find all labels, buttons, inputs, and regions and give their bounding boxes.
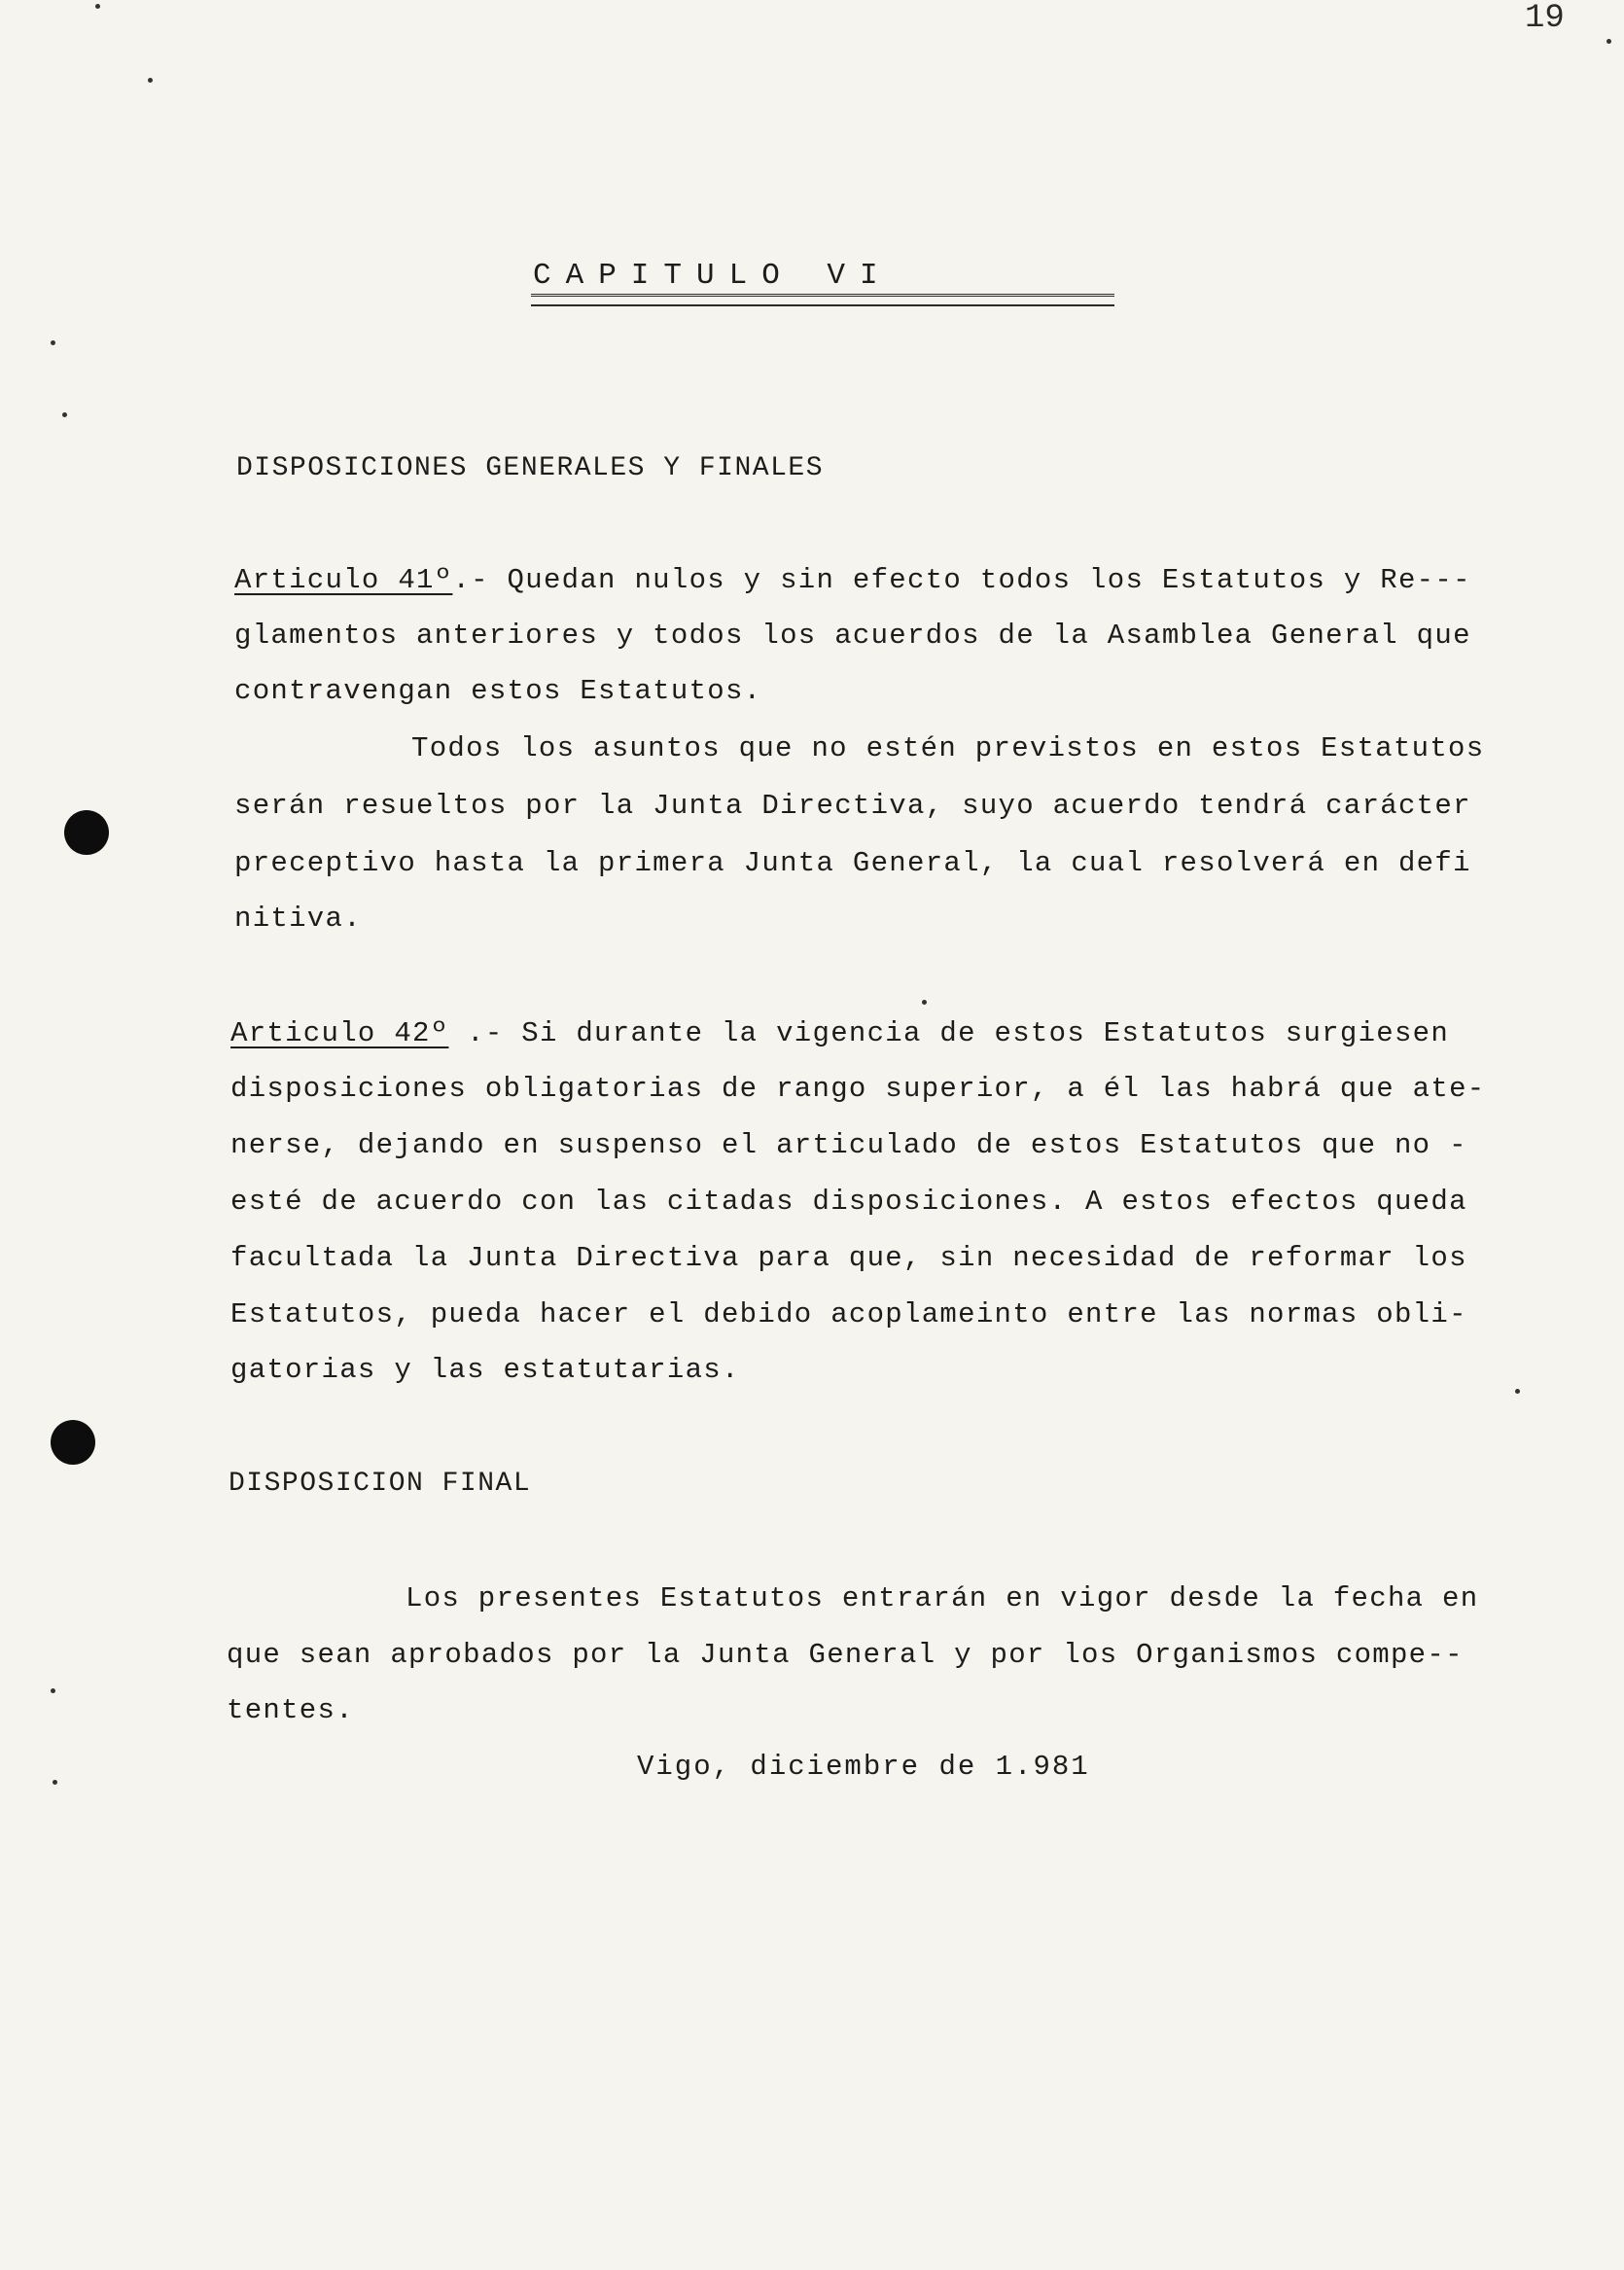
article-42-line: gatorias y las estatutarias. — [230, 1354, 740, 1386]
punch-hole — [51, 1420, 95, 1465]
date-line: Vigo, diciembre de 1.981 — [637, 1751, 1090, 1783]
article-41-label: Articulo 41º — [234, 564, 453, 596]
article-42-line: disposiciones obligatorias de rango superior, a él las habrá que ate- — [230, 1073, 1486, 1105]
article-42-line: .- Si durante la vigencia de estos Estatutos surgiesen — [448, 1017, 1450, 1049]
page-number: 19 — [1525, 0, 1565, 37]
final-disposition-heading: DISPOSICION FINAL — [229, 1469, 532, 1499]
chapter-title-underline — [531, 294, 1114, 306]
article-41-line: .- Quedan nulos y sin efecto todos los Estatutos y Re--- — [452, 564, 1471, 596]
scan-speck — [148, 78, 153, 83]
scan-speck — [62, 412, 67, 417]
scan-speck — [51, 340, 55, 345]
article-42-line: Estatutos, pueda hacer el debido acoplameinto entre las normas obli- — [230, 1298, 1467, 1330]
punch-hole — [64, 810, 109, 855]
scan-speck — [922, 1000, 927, 1005]
article-42-first-line — [230, 1017, 1449, 1049]
scan-speck — [95, 4, 100, 9]
article-42-line: facultada la Junta Directiva para que, sin necesidad de reformar los — [230, 1242, 1467, 1274]
article-41-line: serán resueltos por la Junta Directiva, suyo acuerdo tendrá carácter — [234, 790, 1471, 822]
article-41-line: preceptivo hasta la primera Junta General, la cual resolverá en defi — [234, 847, 1471, 879]
section-heading: DISPOSICIONES GENERALES Y FINALES — [236, 453, 824, 483]
article-41-line: Todos los asuntos que no estén previstos en estos Estatutos — [411, 732, 1485, 764]
scan-speck — [51, 1688, 55, 1693]
scan-speck — [1606, 39, 1611, 44]
article-42-label: Articulo 42º — [230, 1017, 449, 1049]
final-disposition-line: Los presentes Estatutos entrarán en vigor desde la fecha en — [406, 1582, 1479, 1614]
article-41-line: contravengan estos Estatutos. — [234, 675, 762, 707]
article-42-line: nerse, dejando en suspenso el articulado de estos Estatutos que no - — [230, 1129, 1467, 1161]
final-disposition-line: tentes. — [227, 1694, 354, 1726]
article-41-line: glamentos anteriores y todos los acuerdos de la Asamblea General que — [234, 620, 1471, 652]
final-disposition-line: que sean aprobados por la Junta General y por los Organismos compe-- — [227, 1639, 1464, 1671]
article-41-first-line — [234, 564, 1471, 596]
scan-speck — [53, 1780, 57, 1785]
article-42-line: esté de acuerdo con las citadas disposiciones. A estos efectos queda — [230, 1186, 1467, 1218]
article-41-line: nitiva. — [234, 903, 362, 935]
chapter-title: CAPITULO VI — [533, 259, 893, 293]
scan-speck — [1515, 1389, 1520, 1394]
